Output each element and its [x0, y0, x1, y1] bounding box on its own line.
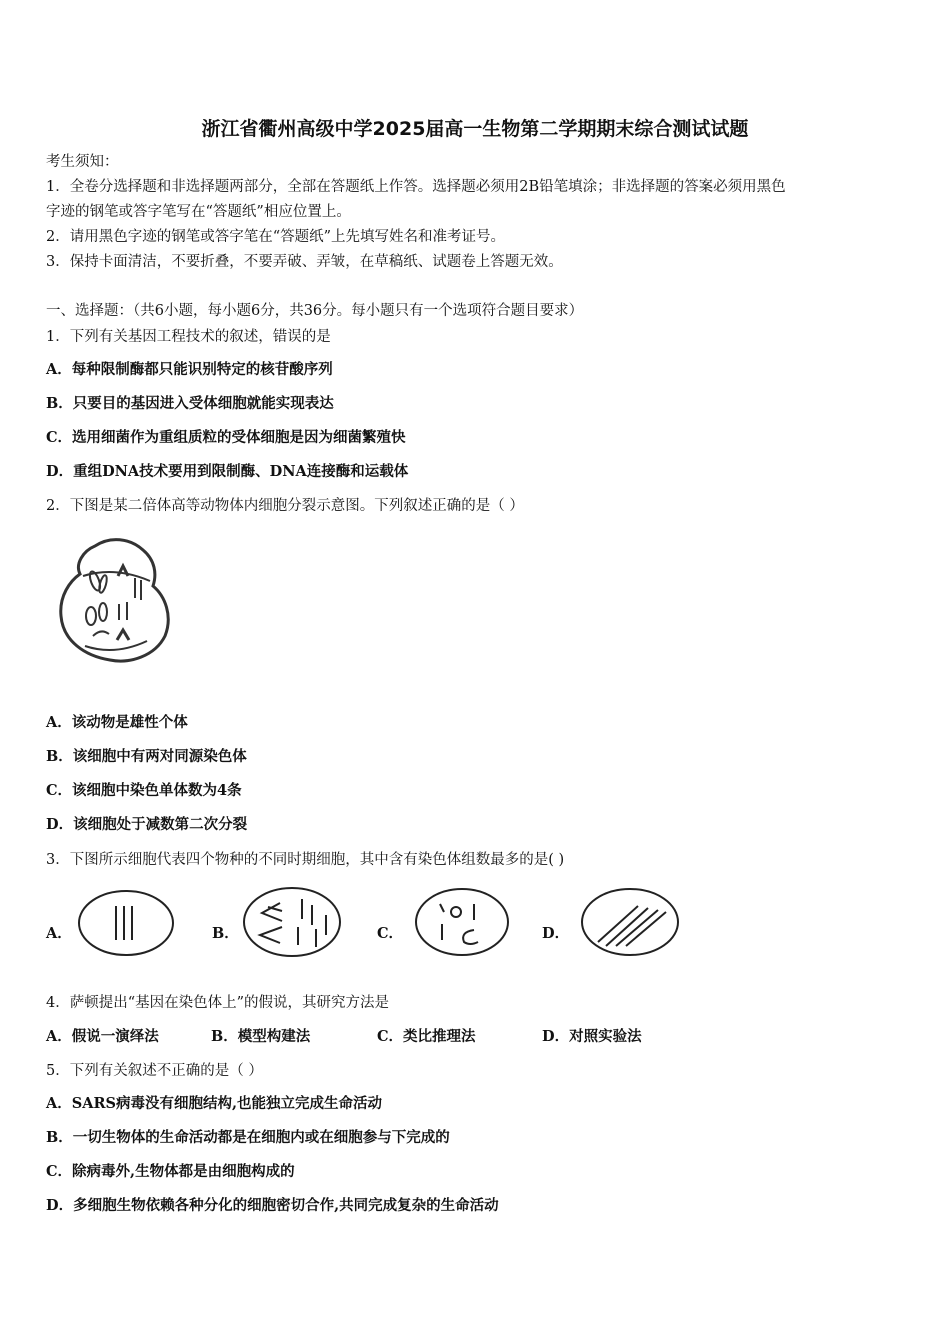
q2-option-b: B．该细胞中有两对同源染色体 — [46, 748, 247, 765]
cell-figure-b — [240, 885, 344, 959]
cell-division-figure — [55, 536, 175, 666]
question-5-stem: 5．下列有关叙述不正确的是（ ） — [46, 1063, 263, 1079]
question-2-stem: 2．下图是某二倍体高等动物体内细胞分裂示意图。下列叙述正确的是（ ） — [46, 498, 524, 514]
q5-option-a: A．SARS病毒没有细胞结构,也能独立完成生命活动 — [46, 1095, 383, 1112]
q2-option-a: A．该动物是雄性个体 — [46, 714, 188, 731]
notice-item: 2．请用黑色字迹的钢笔或答字笔在“答题纸”上先填写姓名和准考证号。 — [46, 229, 506, 245]
q1-option-a: A．每种限制酶都只能识别特定的核苷酸序列 — [46, 361, 333, 378]
q1-option-c: C．选用细菌作为重组质粒的受体细胞是因为细菌繁殖快 — [46, 429, 406, 446]
q5-option-b: B．一切生物体的生命活动都是在细胞内或在细胞参与下完成的 — [46, 1129, 450, 1146]
q3-label-b: B． — [212, 925, 239, 942]
notice-item: 1．全卷分选择题和非选择题两部分，全部在答题纸上作答。选择题必须用2B铅笔填涂；非选择题的答案必须用黑色 — [46, 179, 786, 195]
q2-option-c: C．该细胞中染色单体数为4条 — [46, 782, 242, 799]
q4-option-b: B．模型构建法 — [211, 1028, 311, 1045]
q3-label-a: A． — [46, 925, 72, 942]
q4-option-d: D．对照实验法 — [542, 1028, 642, 1045]
section-heading: 一、选择题：（共6小题，每小题6分，共36分。每小题只有一个选项符合题目要求） — [46, 303, 584, 319]
question-4-stem: 4．萨顿提出“基因在染色体上”的假说，其研究方法是 — [46, 995, 390, 1011]
q3-label-d: D． — [542, 925, 570, 942]
notice-heading: 考生须知： — [46, 154, 119, 170]
q5-option-c: C．除病毒外,生物体都是由细胞构成的 — [46, 1163, 295, 1180]
q4-option-a: A．假说一演绎法 — [46, 1028, 159, 1045]
cell-figure-a — [76, 888, 176, 958]
page-title: 浙江省衢州高级中学2025届高一生物第二学期期末综合测试试题 — [201, 118, 749, 140]
q4-option-c: C．类比推理法 — [377, 1028, 476, 1045]
question-3-stem: 3．下图所示细胞代表四个物种的不同时期细胞，其中含有染色体组数最多的是( ) — [46, 852, 565, 868]
cell-figure-d — [578, 886, 682, 958]
notice-item: 字迹的钢笔或答字笔写在“答题纸”相应位置上。 — [46, 204, 351, 220]
q1-option-b: B．只要目的基因进入受体细胞就能实现表达 — [46, 395, 334, 412]
notice-item: 3．保持卡面清洁，不要折叠，不要弄破、弄皱，在草稿纸、试题卷上答题无效。 — [46, 254, 563, 270]
question-1-stem: 1．下列有关基因工程技术的叙述，错误的是 — [46, 329, 331, 345]
q1-option-d: D．重组DNA技术要用到限制酶、DNA连接酶和运载体 — [46, 463, 409, 480]
q3-label-c: C． — [377, 925, 404, 942]
q2-option-d: D．该细胞处于减数第二次分裂 — [46, 816, 248, 833]
cell-figure-c — [412, 886, 512, 958]
q5-option-d: D．多细胞生物依赖各种分化的细胞密切合作,共同完成复杂的生命活动 — [46, 1197, 499, 1214]
